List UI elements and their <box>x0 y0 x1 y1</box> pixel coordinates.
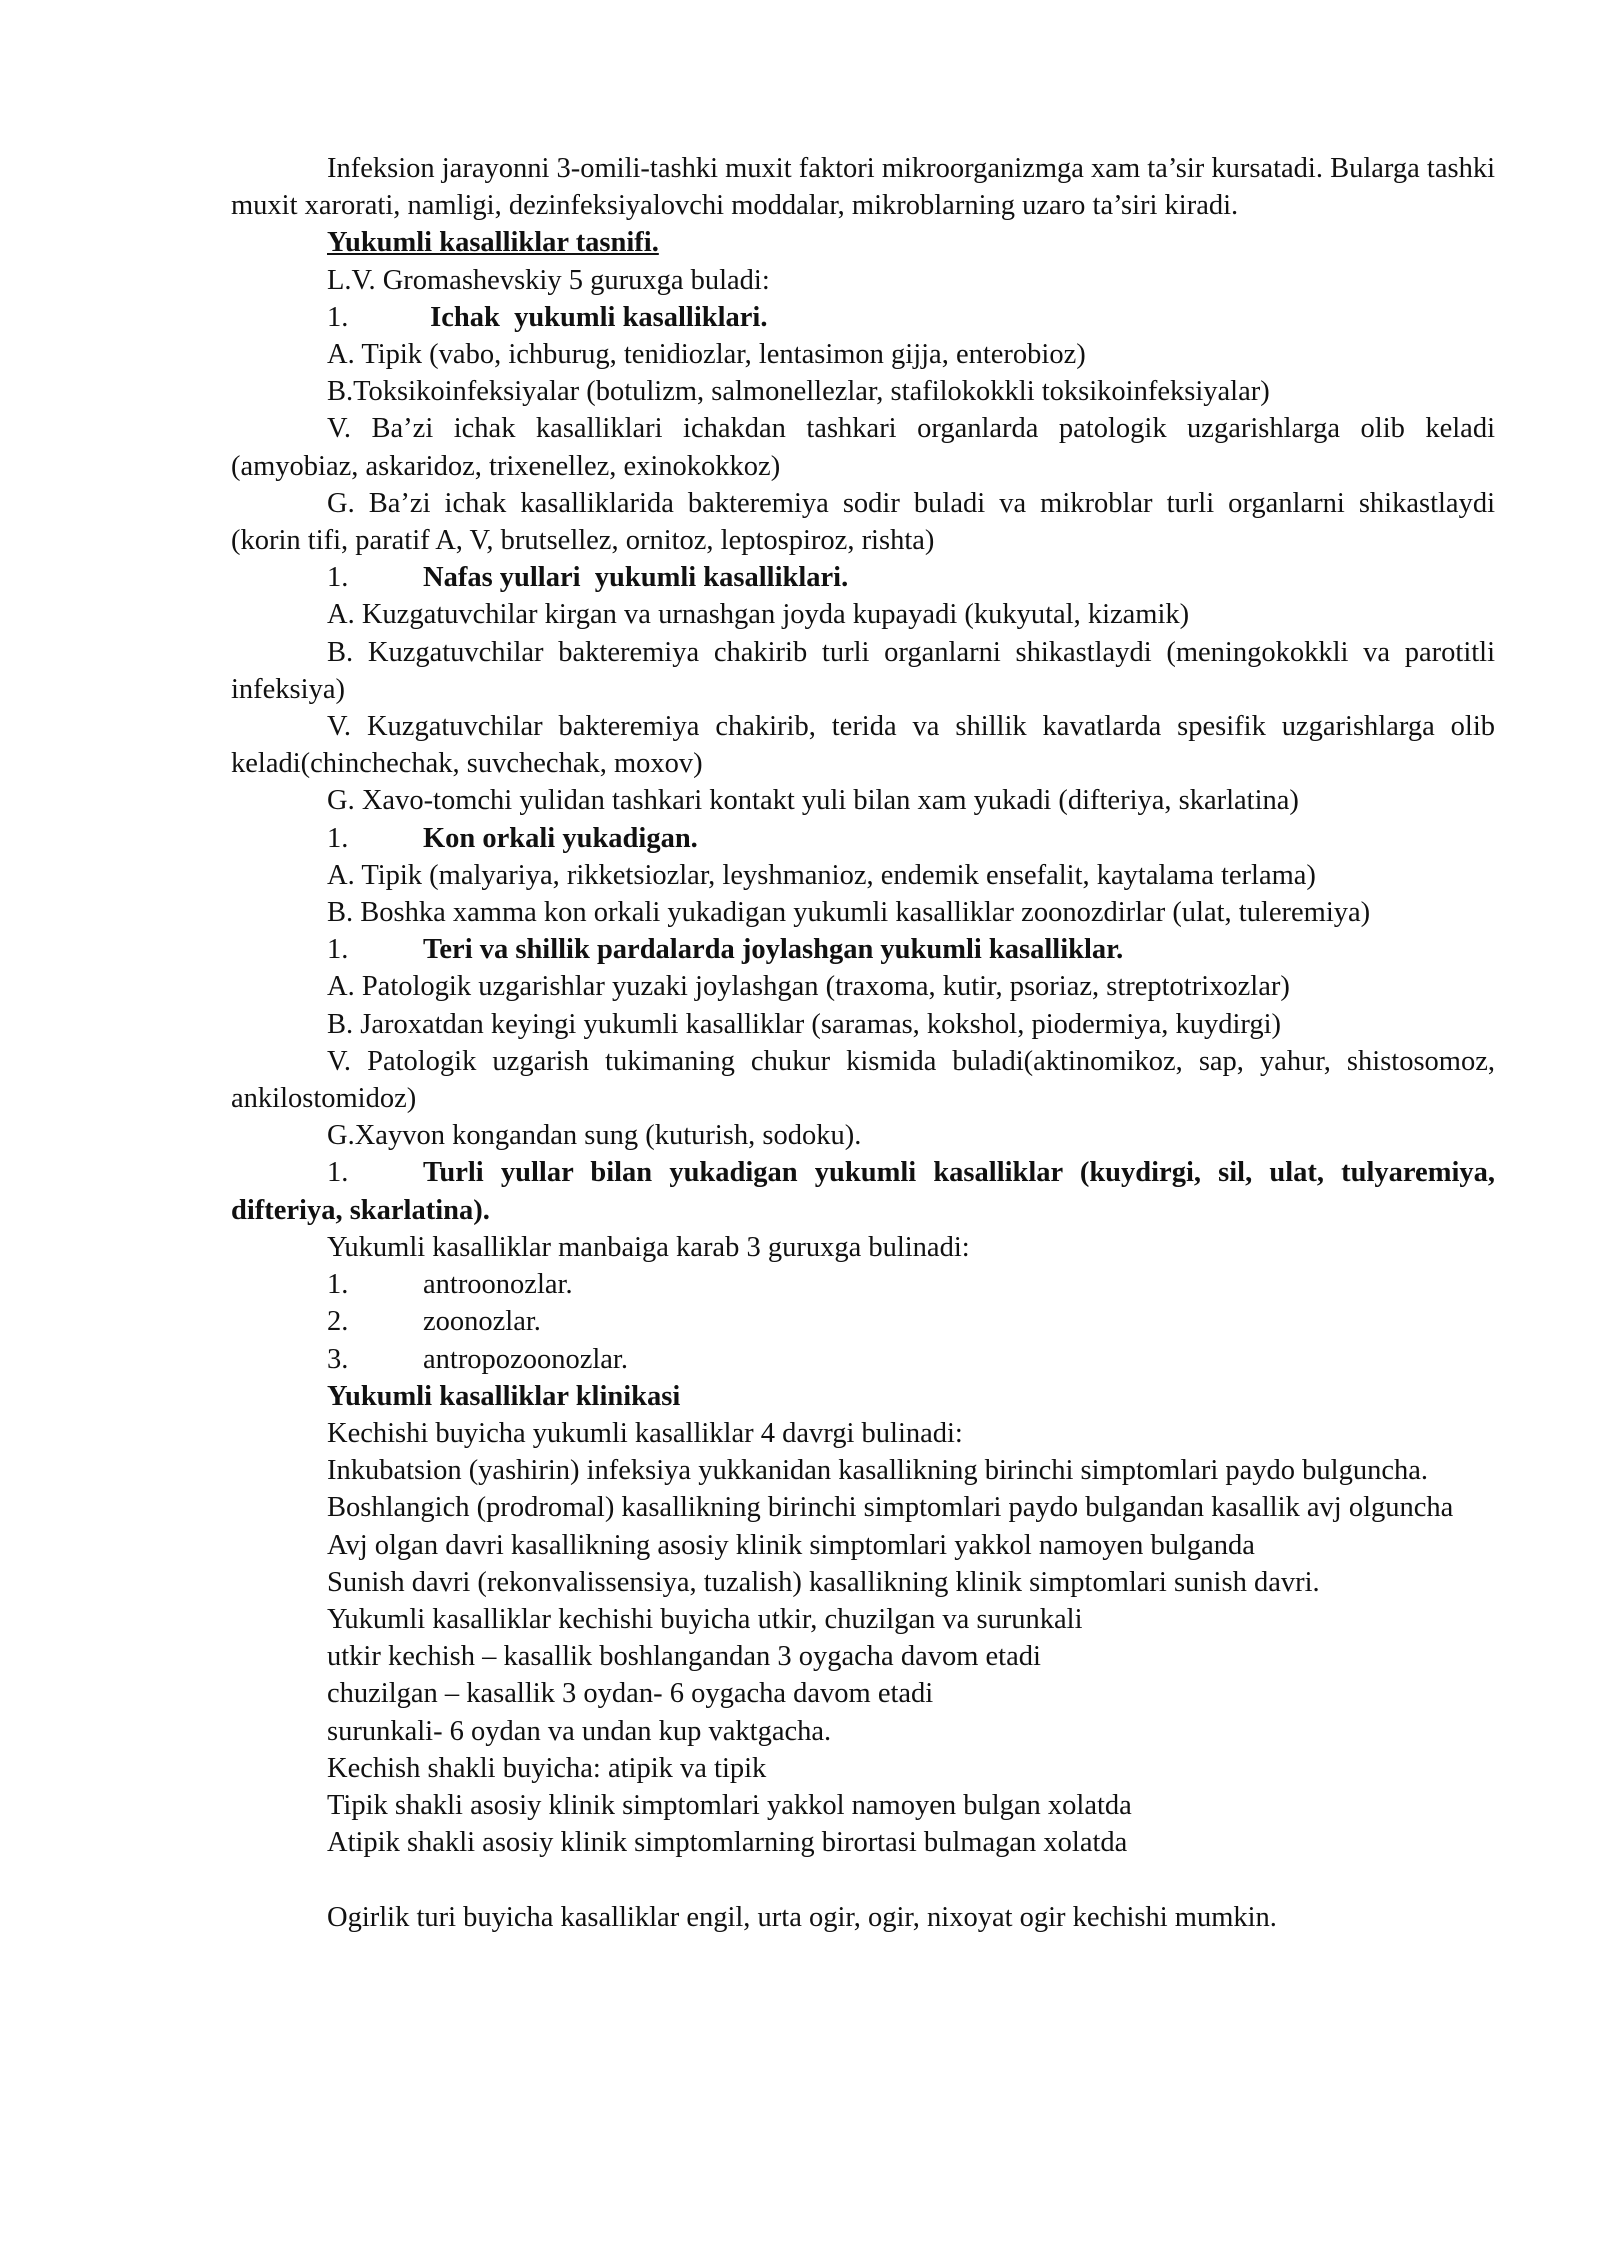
paragraph: V. Kuzgatuvchilar bakteremiya chakirib, terida va shillik kavatlarda spesifik uzgarishlarga olib keladi(chinchechak, suvchechak, moxov) <box>231 711 1495 780</box>
paragraph: chuzilgan – kasallik 3 oydan- 6 oygacha davom etadi <box>327 1678 934 1710</box>
paragraph: Infeksion jarayonni 3-omili-tashki muxit faktori mikroorganizmga xam ta’sir kursatadi. Bularga tashki muxit xarorati, namligi, dezinfeksiyalovchi moddalar, mikroblarning uzaro ta’siri kiradi. <box>231 153 1495 222</box>
paragraph: G.Xayvon kongandan sung (kuturish, sodoku). <box>327 1120 862 1152</box>
paragraph: V. Ba’zi ichak kasalliklari ichakdan tashkari organlarda patologik uzgarishlarga olib keladi (amyobiaz, askaridoz, trixenellez, exinokokkoz) <box>231 413 1495 482</box>
paragraph: A. Tipik (vabo, ichburug, tenidiozlar, lentasimon gijja, enterobioz) <box>327 339 1086 371</box>
heading-text: Kon orkali yukadigan. <box>423 822 698 854</box>
paragraph: Tipik shakli asosiy klinik simptomlari yakkol namoyen bulgan xolatda <box>327 1789 1132 1821</box>
numbered-heading <box>231 931 1495 968</box>
heading-text: Yukumli kasalliklar tasnifi. <box>327 227 659 259</box>
paragraph: Boshlangich (prodromal) kasallikning birinchi simptomlari paydo bulgandan kasallik avj olguncha <box>327 1492 1454 1524</box>
paragraph: A. Kuzgatuvchilar kirgan va urnashgan joyda kupayadi (kukyutal, kizamik) <box>327 599 1190 631</box>
heading-text: Teri va shillik pardalarda joylashgan yukumli kasalliklar. <box>423 934 1124 966</box>
paragraph: B. Jaroxatdan keyingi yukumli kasalliklar (saramas, kokshol, piodermiya, kuydirgi) <box>327 1008 1282 1040</box>
section-heading: Yukumli kasalliklar klinikasi <box>327 1380 681 1412</box>
paragraph: Avj olgan davri kasallikning asosiy klinik simptomlari yakkol namoyen bulganda <box>327 1529 1255 1561</box>
paragraph: Atipik shakli asosiy klinik simptomlarning birortasi bulmagan xolatda <box>327 1827 1128 1859</box>
list-number: 1. <box>327 1269 349 1301</box>
paragraph: G. Ba’zi ichak kasalliklarida bakteremiya sodir buladi va mikroblar turli organlarni shikastlaydi (korin tifi, paratif A, V, brutsellez, ornitoz, leptospiroz, rishta) <box>231 487 1495 557</box>
paragraph: Kechishi buyicha yukumli kasalliklar 4 davrgi bulinadi: <box>327 1417 963 1449</box>
list-item <box>231 1303 1495 1340</box>
paragraph: L.V. Gromashevskiy 5 guruxga buladi: <box>327 264 770 296</box>
list-number: 1. <box>327 934 349 966</box>
list-number: 2. <box>327 1306 349 1338</box>
paragraph: Ogirlik turi buyicha kasalliklar engil, urta ogir, ogir, nixoyat ogir kechishi mumkin. <box>327 1901 1277 1933</box>
paragraph: A. Patologik uzgarishlar yuzaki joylashgan (traxoma, kutir, psoriaz, streptotrixozlar) <box>327 971 1290 1003</box>
paragraph: V. Patologik uzgarish tukimaning chukur kismida buladi(aktinomikoz, sap, yahur, shistosomoz, ankilostomidoz) <box>231 1045 1495 1115</box>
list-item-text: antropozoonozlar. <box>423 1343 628 1375</box>
paragraph: surunkali- 6 oydan va undan kup vaktgacha. <box>327 1715 832 1747</box>
list-number: 1. <box>327 1157 349 1189</box>
list-number: 1. <box>327 822 349 854</box>
paragraph: Yukumli kasalliklar manbaiga karab 3 guruxga bulinadi: <box>327 1231 970 1263</box>
paragraph: B.Toksikoinfeksiyalar (botulizm, salmonellezlar, stafilokokkli toksikoinfeksiyalar) <box>327 376 1270 408</box>
list-item <box>231 1266 1495 1303</box>
paragraph: G. Xavo-tomchi yulidan tashkari kontakt yuli bilan xam yukadi (difteriya, skarlatina) <box>327 785 1299 817</box>
paragraph: B. Boshka xamma kon orkali yukadigan yukumli kasalliklar zoonozdirlar (ulat, tuleremiya) <box>327 897 1371 929</box>
paragraph: B. Kuzgatuvchilar bakteremiya chakirib turli organlarni shikastlaydi (meningokokkli va parotitli infeksiya) <box>231 636 1495 705</box>
paragraph: Yukumli kasalliklar kechishi buyicha utkir, chuzilgan va surunkali <box>327 1603 1083 1635</box>
heading-text: Turli yullar bilan yukadigan yukumli kasalliklar (kuydirgi, sil, ulat, tulyaremiya, difteriya, skarlatina). <box>231 1157 1495 1226</box>
heading-text: Ichak yukumli kasalliklari. <box>423 301 768 333</box>
list-number: 1. <box>327 301 349 333</box>
heading-text: Nafas yullari yukumli kasalliklari. <box>423 562 849 594</box>
numbered-heading <box>231 820 1495 857</box>
document-page <box>231 150 1495 1936</box>
list-number: 3. <box>327 1343 349 1375</box>
paragraph: A. Tipik (malyariya, rikketsiozlar, leyshmanioz, endemik ensefalit, kaytalama terlama) <box>327 859 1316 891</box>
blank-line <box>231 1861 1495 1898</box>
paragraph: Sunish davri (rekonvalissensiya, tuzalish) kasallikning klinik simptomlari sunish davri. <box>327 1566 1320 1598</box>
list-item-text: antroonozlar. <box>423 1269 573 1301</box>
paragraph: Inkubatsion (yashirin) infeksiya yukkanidan kasallikning birinchi simptomlari paydo bulguncha. <box>327 1455 1428 1487</box>
section-heading <box>231 224 1495 261</box>
list-item <box>231 1341 1495 1378</box>
paragraph: utkir kechish – kasallik boshlangandan 3 oygacha davom etadi <box>327 1641 1041 1673</box>
numbered-heading <box>231 1154 1495 1228</box>
list-item-text: zoonozlar. <box>423 1306 541 1338</box>
numbered-heading <box>231 299 1495 336</box>
list-number: 1. <box>327 562 349 594</box>
numbered-heading <box>231 559 1495 596</box>
paragraph: Kechish shakli buyicha: atipik va tipik <box>327 1752 767 1784</box>
